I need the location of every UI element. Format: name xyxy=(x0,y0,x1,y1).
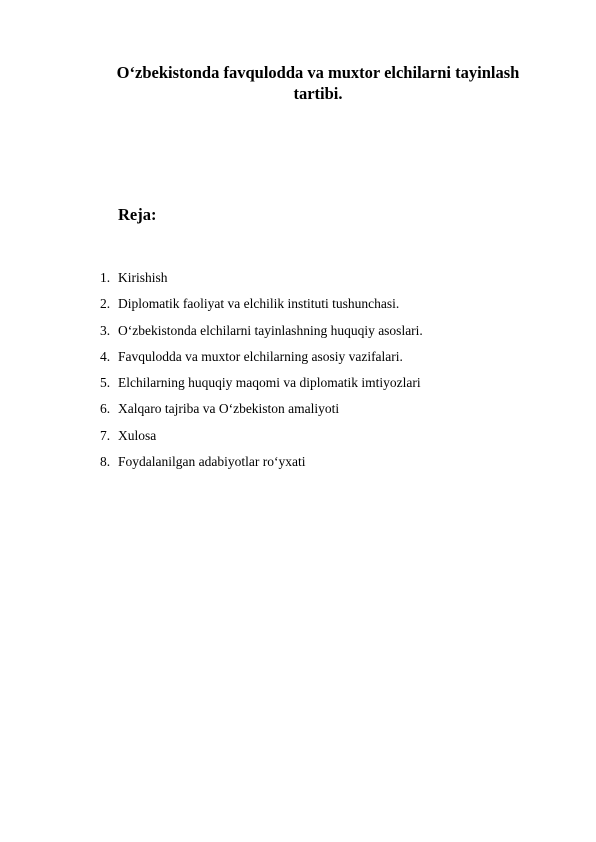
page-title xyxy=(88,62,548,104)
list-item-number: 4. xyxy=(100,348,111,364)
list-item-text: Foydalanilgan adabiyotlar ro‘yxati xyxy=(118,454,306,470)
list-item xyxy=(100,396,423,422)
list-item-text: Xalqaro tajriba va O‘zbekiston amaliyoti xyxy=(118,401,340,417)
list-item-text: Xulosa xyxy=(118,427,157,443)
list-item xyxy=(100,370,423,396)
list-item xyxy=(100,344,423,370)
list-item-number: 6. xyxy=(100,401,111,417)
list-item-text: Elchilarning huquqiy maqomi va diplomatik imtiyozlari xyxy=(118,375,421,391)
plan-list xyxy=(100,265,423,475)
list-item-number: 8. xyxy=(100,454,111,470)
list-item xyxy=(100,291,423,317)
list-item-number: 1. xyxy=(100,270,111,285)
list-item-number: 5. xyxy=(100,375,111,391)
list-item xyxy=(100,318,423,344)
list-item-text: Kirishish xyxy=(118,270,168,285)
title-line-1: O‘zbekistonda favqulodda va muxtor elchilarni tayinlash xyxy=(116,63,520,82)
list-item-text: Diplomatik faoliyat va elchilik instituti tushunchasi. xyxy=(118,296,400,312)
title-line-2: tartibi. xyxy=(293,84,343,103)
plan-heading: Reja: xyxy=(118,205,157,224)
list-item-text: O‘zbekistonda elchilarni tayinlashning huquqiy asoslari. xyxy=(118,322,423,338)
list-item xyxy=(100,449,423,475)
list-item xyxy=(100,265,423,291)
list-item-text: Favqulodda va muxtor elchilarning asosiy vazifalari. xyxy=(118,348,403,364)
list-item-number: 2. xyxy=(100,296,111,312)
list-item-number: 7. xyxy=(100,427,111,443)
list-item-number: 3. xyxy=(100,322,111,338)
list-item xyxy=(100,423,423,449)
